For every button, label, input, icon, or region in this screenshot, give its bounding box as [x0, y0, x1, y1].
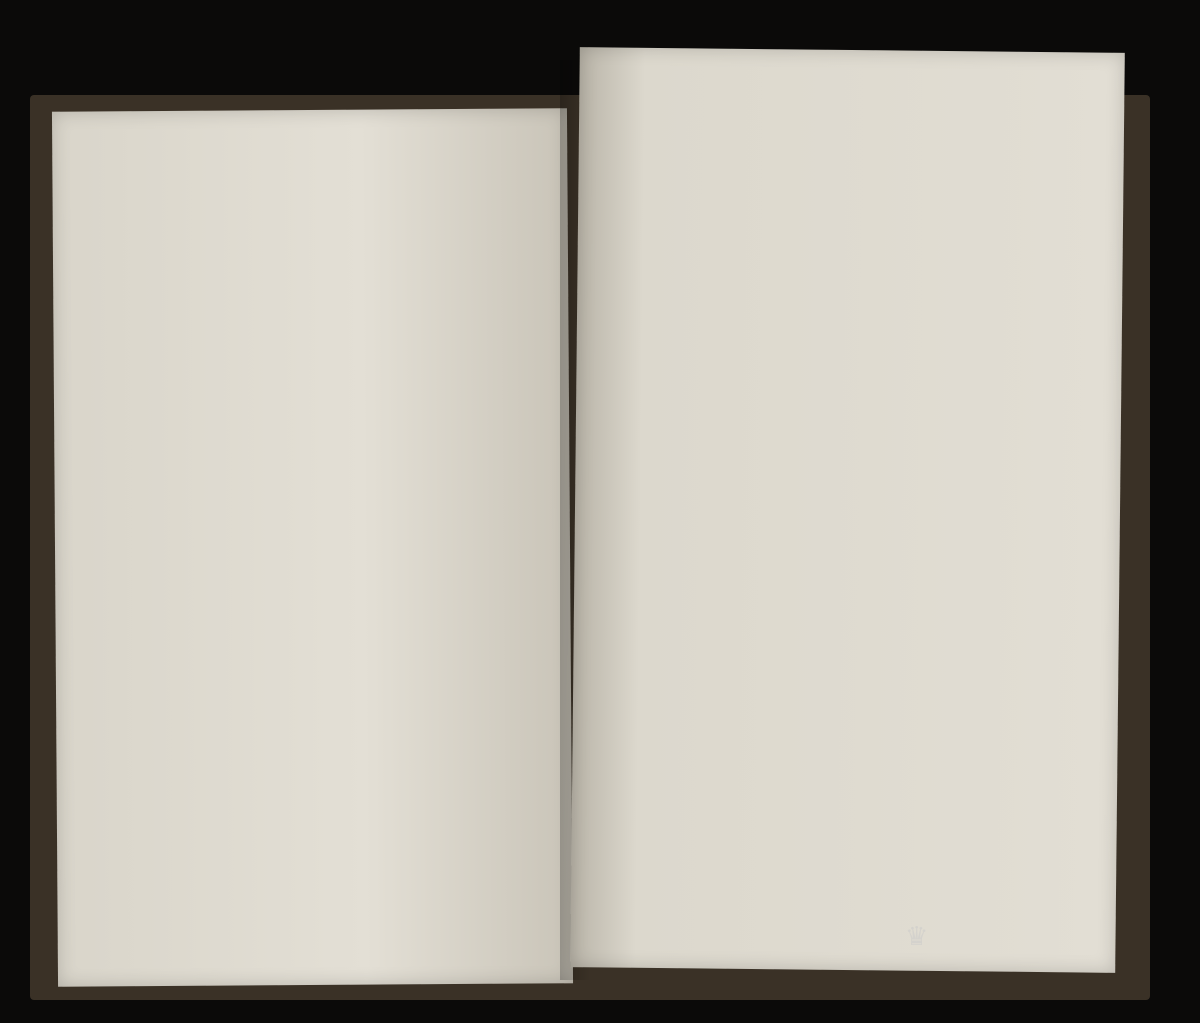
right-page: [570, 47, 1125, 973]
left-toc: [103, 298, 540, 364]
toc-title: [53, 278, 568, 282]
left-page: [52, 108, 573, 987]
crown-icon: ♛: [905, 922, 929, 951]
right-toc: [601, 65, 1084, 98]
